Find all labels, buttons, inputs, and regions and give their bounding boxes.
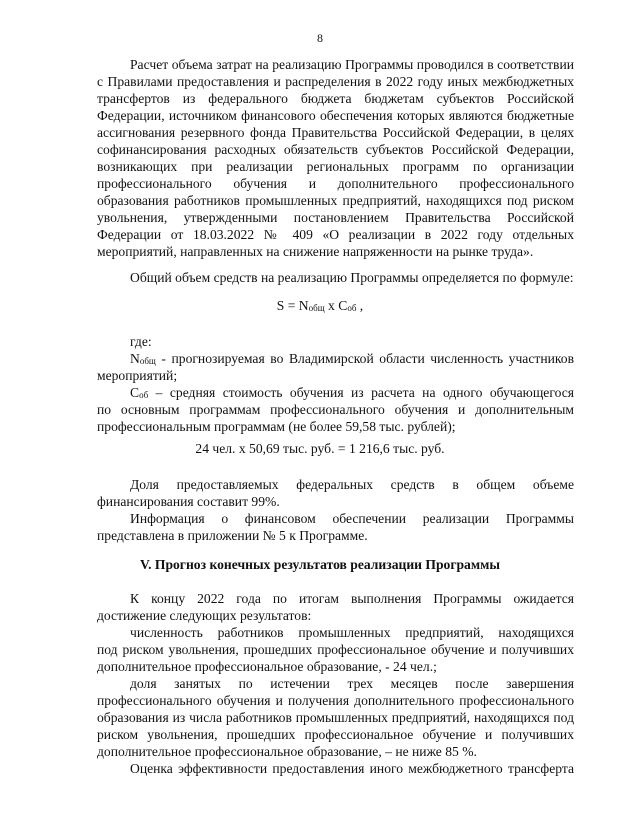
result2-line: дополнительное профессиональное образование, – не ниже 85 %. <box>97 744 477 759</box>
n-def-text: - прогнозируемая во Владимирской области численность участников <box>155 351 574 366</box>
result2-line: образования из числа работников промышленных предприятий, находящихся под <box>97 710 574 725</box>
c-subscript: об <box>139 390 149 400</box>
formula-c-sub: об <box>347 303 357 313</box>
p1-line: возникающих при реализации региональных программ по организации <box>97 159 574 174</box>
formula-n-sub: общ <box>308 303 325 313</box>
result1-line: численность работников промышленных предприятий, находящихся <box>130 625 574 640</box>
p1-line: ассигнования резервного фонда Правительства Российской Федерации, в целях <box>97 125 574 140</box>
paragraph-efficiency: Оценка эффективности предоставления иного межбюджетного трансферта <box>130 761 574 776</box>
p1-line: софинансирования расходных обязательств субъектов Российской Федерации, <box>97 142 574 157</box>
formula-eq: = N <box>284 298 309 313</box>
info-line: представлена в приложении № 5 к Программе. <box>97 528 368 543</box>
p1-line: Расчет объема затрат на реализацию Программы проводился в соответствии <box>130 57 574 72</box>
formula-x: х C <box>324 298 348 313</box>
result2-line: профессионального обучения и получения дополнительного профессионального <box>97 693 574 708</box>
c-def-text: – средняя стоимость обучения из расчета на одного обучающегося <box>148 385 574 400</box>
calculation: 24 чел. х 50,69 тыс. руб. = 1 216,6 тыс. руб. <box>195 441 445 456</box>
result1-line: дополнительное профессиональное образование, - 24 чел.; <box>97 659 437 674</box>
p1-line: образования работников промышленных предприятий, находящихся под риском <box>97 193 574 208</box>
p1-line: Федерации, источником финансового обеспечения которых являются бюджетные <box>97 108 574 123</box>
p1-line: увольнения, утвержденными постановлением Правительства Российской <box>97 210 574 225</box>
results-intro-line: К концу 2022 года по итогам выполнения Программы ожидается <box>130 591 574 606</box>
result1-line: под риском увольнения, прошедших профессиональное обучение и получивших <box>97 642 574 657</box>
share-line: финансирования составит 99%. <box>97 494 280 509</box>
n-subscript: общ <box>139 356 156 366</box>
p1-line: с Правилами предоставления и распределения в 2022 году иных межбюджетных <box>97 74 574 89</box>
p1-line: трансфертов из федерального бюджета бюджетам субъектов Российской <box>97 91 574 106</box>
n-definition-line: мероприятий; <box>97 368 178 383</box>
section-heading: V. Прогноз конечных результатов реализации Программы <box>140 557 500 572</box>
result2-line: риском увольнения, прошедших профессиональное обучение и получивших <box>97 727 574 742</box>
p1-line: Федерации от 18.03.2022 № 409 «О реализации в 2022 году отдельных <box>97 227 574 242</box>
c-symbol: C <box>130 385 140 400</box>
formula <box>0 298 640 314</box>
where-label: где: <box>130 334 152 349</box>
p1-line: мероприятий, направленных на снижение напряженности на рынке труда». <box>97 244 534 259</box>
formula-tail: , <box>356 298 364 313</box>
share-line: Доля предоставляемых федеральных средств в общем объеме <box>130 477 574 492</box>
n-symbol: N <box>130 351 140 366</box>
c-definition-line: по основным программам профессионального обучения и дополнительным <box>97 402 574 417</box>
c-definition-line: профессиональным программам (не более 59,58 тыс. рублей); <box>97 419 456 434</box>
paragraph-total-volume: Общий объем средств на реализацию Программы определяется по формуле: <box>130 270 574 285</box>
results-intro-line: достижение следующих результатов: <box>97 608 312 623</box>
p1-line: профессионального обучения и дополнительного профессионального <box>97 176 574 191</box>
formula-s: S <box>276 298 285 313</box>
page-number: 8 <box>317 31 323 45</box>
result2-line: доля занятых по истечении трех месяцев после завершения <box>130 676 574 691</box>
info-line: Информация о финансовом обеспечении реализации Программы <box>130 511 574 526</box>
